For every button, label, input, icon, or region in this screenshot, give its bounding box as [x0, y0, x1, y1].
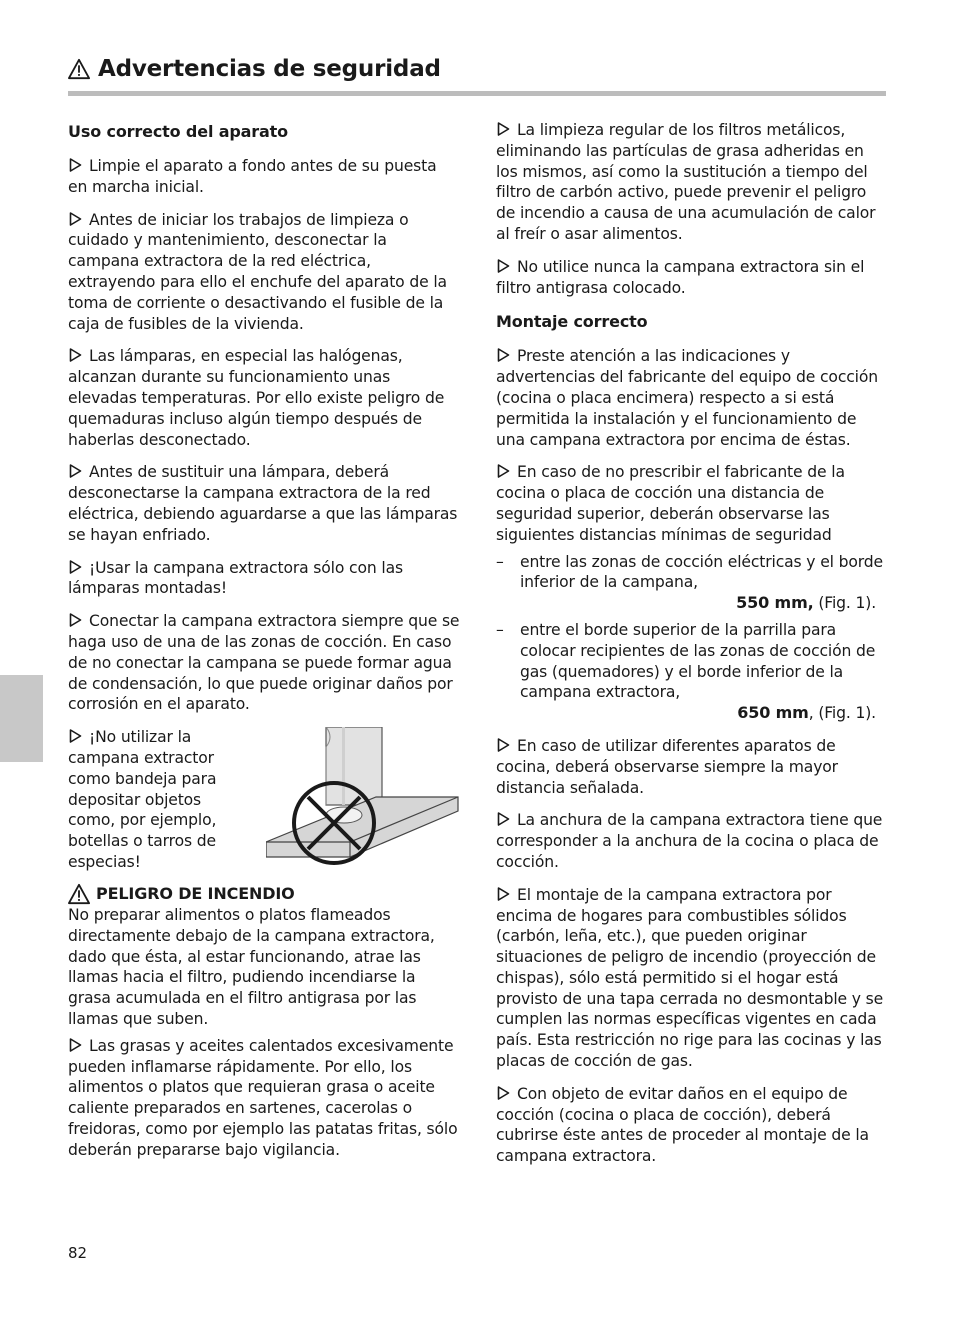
- warning-triangle-icon: [68, 883, 90, 905]
- paragraph: [496, 346, 888, 450]
- paragraph-text: ¡No utilizar la campana extractor como bandeja para depositar objetos como, por ejemplo, botellas o tarros de especias!: [68, 728, 217, 871]
- fire-warning-text: No preparar alimentos o platos flameados directamente debajo de la campana extractora, dado que ésta, al estar funcionando, atrae las llamas hacia el filtro, pudiendo incendiarse la grasa acumulada en el filtro antigrasa por las llamas que suben.: [68, 905, 435, 1028]
- paragraph-text: Las lámparas, en especial las halógenas, alcanzan durante su funcionamiento unas elevadas temperaturas. Por ello existe peligro de quemaduras incluso algún tiempo después de haberlas desconectado.: [68, 347, 445, 449]
- distance-value: 650 mm: [737, 703, 809, 723]
- triangle-right-icon: [68, 464, 83, 478]
- paragraph: [68, 727, 238, 873]
- paragraph-text: Conectar la campana extractora siempre que se haga uso de una de las zonas de cocción. En caso de no conectar la campana se puede formar agua de condensación, lo que puede originar daños por corrosión en el aparato.: [68, 612, 460, 714]
- distance-line: [520, 593, 888, 614]
- paragraph: [68, 558, 460, 600]
- triangle-right-icon: [68, 348, 83, 362]
- paragraph: [496, 885, 888, 1072]
- fire-warning-heading: [68, 883, 460, 905]
- triangle-right-icon: [496, 348, 511, 362]
- list-item-text: entre el borde superior de la parrilla para colocar recipientes de las zonas de cocción de gas (quemadores) y el borde inferior de la campana extractora,: [520, 620, 876, 702]
- paragraph-text: En caso de no prescribir el fabricante de la cocina o placa de cocción una distancia de seguridad superior, deberán observarse las siguientes distancias mínimas de seguridad: [496, 463, 845, 544]
- figure-reference: (Fig. 1).: [813, 594, 876, 613]
- paragraph-text: ¡Usar la campana extractora sólo con las lámparas montadas!: [68, 558, 403, 598]
- paragraph: [68, 1036, 460, 1161]
- paragraph-with-figure: [68, 727, 460, 873]
- paragraph-text: No utilice nunca la campana extractora sin el filtro antigrasa colocado.: [496, 257, 865, 297]
- right-column: [496, 120, 888, 1179]
- left-column: [68, 120, 460, 1172]
- hood-illustration: [266, 727, 460, 867]
- triangle-right-icon: [496, 812, 511, 826]
- paragraph: [496, 462, 888, 545]
- triangle-right-icon: [496, 738, 511, 752]
- paragraph-text: Antes de sustituir una lámpara, deberá desconectarse la campana extractora de la red eléctrica, debiendo aguardarse a que las lámparas se hayan enfriado.: [68, 463, 458, 544]
- page-number: 82: [68, 1244, 88, 1262]
- header-title-row: [68, 56, 441, 82]
- triangle-right-icon: [68, 212, 83, 226]
- dash-marker: –: [496, 552, 504, 571]
- warning-triangle-icon: [68, 58, 90, 80]
- paragraph-text: La anchura de la campana extractora tiene que corresponder a la anchura de la cocina o placa de cocción.: [496, 811, 883, 871]
- paragraph-text: Con objeto de evitar daños en el equipo de cocción (cocina o placa de cocción), deberá cubrirse éste antes de proceder al montaje de la campana extractora.: [496, 1084, 869, 1166]
- list-item-text: entre las zonas de cocción eléctricas y el borde inferior de la campana,: [520, 552, 883, 592]
- paragraph: [496, 736, 888, 798]
- distance-value: 550 mm,: [736, 593, 814, 613]
- paragraph: [68, 611, 460, 715]
- page-header: [68, 56, 886, 96]
- paragraph-text: En caso de utilizar diferentes aparatos de cocina, deberá observarse siempre la mayor distancia señalada.: [496, 736, 838, 797]
- triangle-right-icon: [68, 560, 83, 574]
- paragraph: [496, 810, 888, 872]
- paragraph: [68, 210, 460, 335]
- list-item-body: [520, 620, 888, 724]
- chapter-tab: [0, 675, 43, 762]
- paragraph: [496, 1084, 888, 1167]
- header-rule: [68, 91, 886, 96]
- triangle-right-icon: [496, 464, 511, 478]
- dash-marker: –: [496, 620, 504, 639]
- paragraph-text: El montaje de la campana extractora por encima de hogares para combustibles sólidos (carbón, leña, etc.), que pueden originar situaciones de peligro de incendio (proyección de chispas), sólo está permitido si el hogar está provisto de una tapa cerrada no desmontable y se cumplen las normas específicas vigentes en cada país. Esta restricción no rige para las cocinas y las placas de cocción de gas.: [496, 885, 884, 1071]
- triangle-right-icon: [68, 729, 83, 743]
- distance-line: [520, 703, 888, 724]
- list-item: [496, 552, 888, 614]
- paragraph-text: Las grasas y aceites calentados excesivamente pueden inflamarse rápidamente. Por ello, los alimentos o platos que requieran grasa o aceite caliente preparados en sartenes, cacerolas o freidoras, como por ejemplo las patatas fritas, sólo deberán prepararse bajo vigilancia.: [68, 1036, 458, 1159]
- list-item-body: [520, 552, 888, 614]
- triangle-right-icon: [68, 158, 83, 172]
- triangle-right-icon: [496, 887, 511, 901]
- triangle-right-icon: [68, 613, 83, 627]
- paragraph-text: La limpieza regular de los filtros metálicos, eliminando las partículas de grasa adheridas en los mismos, así como la sustitución a tiempo del filtro de carbón activo, puede prevenir el peligro de incendio a causa de una acumulación de calor al freír o asar alimentos.: [496, 121, 876, 243]
- paragraph-text: Antes de iniciar los trabajos de limpieza o cuidado y mantenimiento, desconectar la campana extractora de la red eléctrica, extrayendo para ello el enchufe del aparato de la toma de corriente o desactivando el fusible de la caja de fusibles de la vivienda.: [68, 210, 447, 333]
- triangle-right-icon: [496, 122, 511, 136]
- section-heading-montaje: Montaje correcto: [496, 312, 648, 332]
- page-title: Advertencias de seguridad: [98, 56, 441, 82]
- triangle-right-icon: [496, 1086, 511, 1100]
- triangle-right-icon: [68, 1038, 83, 1052]
- figure-reference: , (Fig. 1).: [808, 704, 876, 723]
- section-heading-uso: Uso correcto del aparato: [68, 122, 289, 141]
- paragraph: [496, 120, 888, 245]
- paragraph: [68, 156, 460, 198]
- paragraph-text: Limpie el aparato a fondo antes de su puesta en marcha inicial.: [68, 157, 437, 196]
- paragraph: [68, 462, 460, 545]
- hood-no-storage-figure: [238, 727, 460, 873]
- list-item: [496, 620, 888, 724]
- triangle-right-icon: [496, 259, 511, 273]
- paragraph: [68, 346, 460, 450]
- paragraph: [496, 257, 888, 299]
- paragraph-text: Preste atención a las indicaciones y advertencias del fabricante del equipo de cocción (cocina o placa encimera) respecto a si está permitida la instalación y el funcionamiento de una campana extractora por encima de éstas.: [496, 347, 878, 449]
- fire-warning-title: PELIGRO DE INCENDIO: [96, 883, 295, 903]
